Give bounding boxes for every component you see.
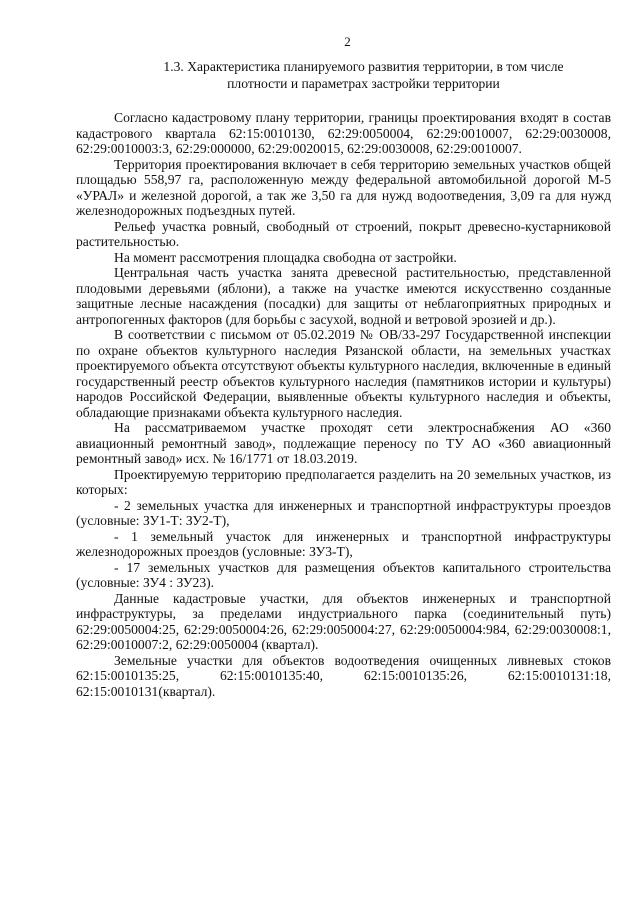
paragraph-connecting-track: Данные кадастровые участки, для объектов инженерных и транспортной инфраструктуры, за пределами индустриального парка (соединительный путь) 62:29:0050004:25, 62:29:0050004:26, 62:29:0050004:27, 62:29:0050004:984, 62:29:0030008:1, 62:29:0010007:2, 62:29:0050004 (квартал). (76, 590, 611, 652)
paragraph-cadastral-quarters: Согласно кадастровому плану территории, границы проектирования входят в состав кадастрового квартала 62:15:0010130, 62:29:0050004, 62:29:0010007, 62:29:0030008, 62:29:0010003:3, 62:29:000000, 62:29:0020015, 62:29:0030008, 62:29:0010007. (76, 110, 611, 156)
document-page (76, 34, 611, 699)
list-item-construction: - 17 земельных участков для размещения объектов капитального строительства (условные: ЗУ4 : ЗУ23). (76, 559, 611, 590)
paragraph-relief: Рельеф участка ровный, свободный от строений, покрыт древесно-кустарниковой растительностью. (76, 218, 611, 249)
paragraph-cultural-heritage: В соответствии с письмом от 05.02.2019 № ОВ/33-297 Государственной инспекции по охране объектов культурного наследия Рязанской области, на земельных участках проектируемого объекта отсутствуют объекты культурного наследия, включенные в единый государственный реестр объектов культурного наследия (памятников истории и культуры) народов Российской Федерации, выявленные объекты культурного наследия и объекты, обладающие признаками объекта культурного наследия. (76, 327, 611, 420)
page-number: 2 (344, 34, 351, 49)
paragraph-territory-area: Территория проектирования включает в себя территорию земельных участков общей площадью 558,97 га, расположенную между федеральной автомобильной дорогой М-5 «УРАЛ» и железной дорогой, а так же 3,50 га для нужд водоотведения, 3,09 га для нужд железнодорожных подъездных путей. (76, 156, 611, 218)
paragraph-drainage: Земельные участки для объектов водоотведения очищенных ливневых стоков 62:15:0010135:25, 62:15:0010135:40, 62:15:0010135:26, 62:15:0010131:18, 62:15:0010131(квартал). (76, 652, 611, 699)
list-item-railway: - 1 земельный участок для инженерных и транспортной инфраструктуры железнодорожных проездов (условные: ЗУ3-Т), (76, 528, 611, 559)
paragraph-division-intro: Проектируемую территорию предполагается разделить на 20 земельных участков, из которых: (76, 466, 611, 497)
paragraph-power-networks: На рассматриваемом участке проходят сети электроснабжения АО «360 авиационный ремонтный завод», подлежащие переносу по ТУ АО «360 авиационный ремонтный завод» исх. № 16/1771 от 18.03.2019. (76, 420, 611, 466)
section-title (76, 58, 611, 92)
section-title-line-2: плотности и параметрах застройки территории (227, 76, 500, 91)
section-title-line-1: 1.3. Характеристика планируемого развития территории, в том числе (163, 59, 564, 74)
list-item-driveways: - 2 земельных участка для инженерных и транспортной инфраструктуры проездов (условные: ЗУ1-Т: ЗУ2-Т), (76, 497, 611, 528)
paragraph-site-free: На момент рассмотрения площадка свободна от застройки. (114, 249, 457, 265)
paragraph-vegetation: Центральная часть участка занята древесной растительностью, представленной плодовыми деревьями (яблони), а также на участке имеются искусственно созданные защитные лесные насаждения (посадки) для защиты от неблагоприятных природных и антропогенных факторов (для борьбы с засухой, водной и ветровой эрозией и др.). (76, 265, 611, 327)
